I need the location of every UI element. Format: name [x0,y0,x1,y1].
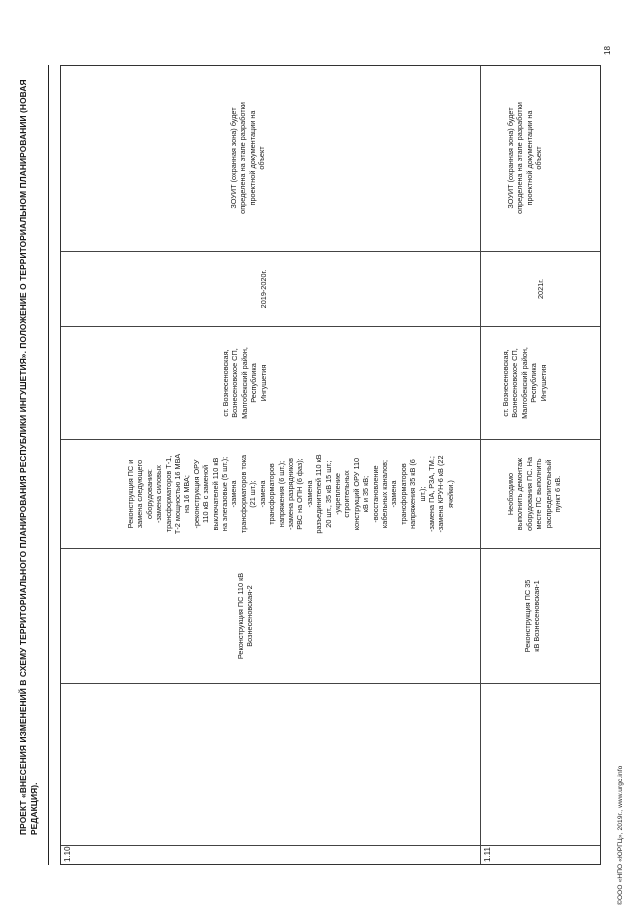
row-number: 1.10 [63,846,72,862]
object-name: Реконструкция ПС 110 кВ Вознесеновская-2 [236,572,255,660]
row-divider [480,66,481,864]
footer-copyright: ©ООО «НПО «ЮРГЦ», 2019г., www.urgc.info [617,765,624,905]
column-divider [61,683,600,684]
header-rule [48,65,49,865]
object-period: 2021г. [536,278,545,300]
object-period: 2019-2020г. [259,269,268,309]
column-divider [61,845,600,846]
object-zone: ЗОУИТ (охранная зона) будет определена на этапе разработки проектной документации на объект [229,102,267,214]
object-zone: ЗОУИТ (охранная зона) будет определена на этапе разработки проектной документации на объект [506,102,544,214]
object-location: ст. Вознесеновская, Вознесеновское СП, Малгобекский район, Республика Ингушетия [221,347,268,419]
object-description: Реконструкция ПС и замена следующего оборудования: -замена силовых трансформаторов Т-1, Т-2 мощностью 16 МВА на 16 МВА; -реконструкция ОРУ 110 кВ с заменой выключателей 110 кВ на элегазовые (5 шт.); -замена трансформаторов тока (21 шт.); -замена трансформаторов напряжения (6 шт.); -замена разрядников РВС на ОПН (6 фаз); -замена разъединителей 110 кВ 20 шт., 35 кВ 15 шт.; -укрепление строительных конструкций ОРУ 110 кВ и 35 кВ; -восстановление кабельных каналов; -замена трансформаторов напряжения 35 кВ (6 шт.); -замена ПА, РЗА, ТМ.; -замена КРУН-6 кВ (22 ячейки.) [126,453,455,535]
object-location: ст. Вознесеновская, Вознесеновское СП, Малгобекский район, Республика Ингушетия [501,347,548,419]
document-table [60,65,601,865]
column-divider [61,548,600,549]
object-name: Реконструкция ПС 35 кВ Вознесеновская-1 [523,579,542,653]
page-number: 18 [603,46,612,55]
column-divider [61,251,600,252]
document-header: ПРОЕКТ «ВНЕСЕНИЯ ИЗМЕНЕНИЙ В СХЕМУ ТЕРРИТОРИАЛЬНОГО ПЛАНИРОВАНИЯ РЕСПУБЛИКИ ИНГУШЕТИЯ». ПОЛОЖЕНИЕ О ТЕРРИТОРИАЛЬНОМ ПЛАНИРОВАНИИ (НОВАЯ РЕДАКЦИЯ). [18,79,39,835]
row-number: 1.11 [483,847,492,862]
object-description: Необходимо выполнить демонтаж оборудования ПС. На месте ПС выполнить распределительный пункт 6 кВ. [506,457,563,531]
